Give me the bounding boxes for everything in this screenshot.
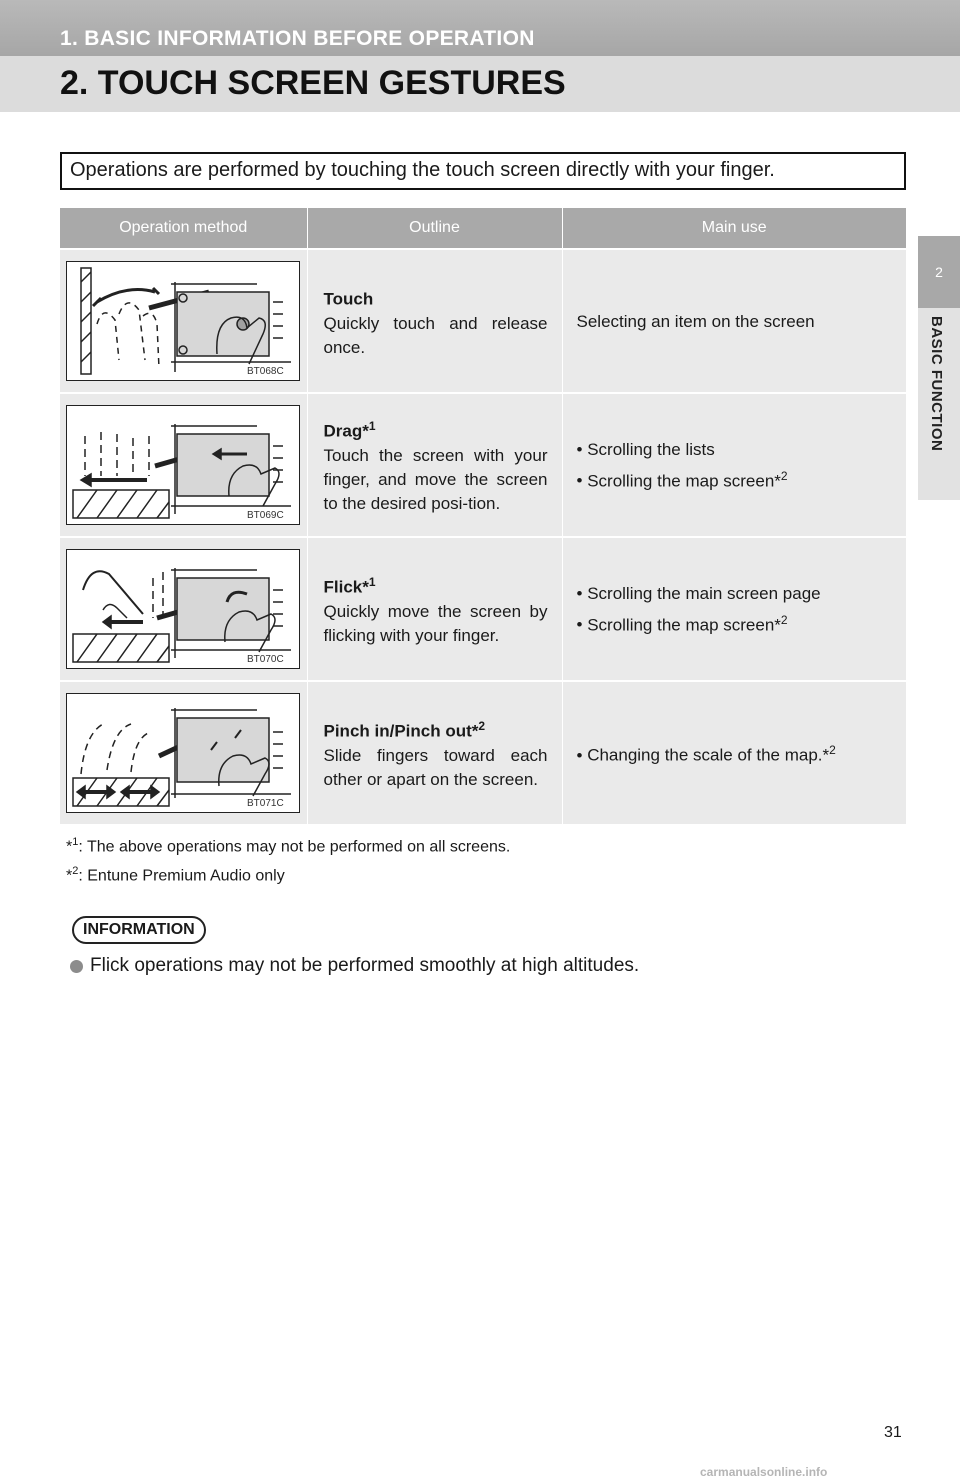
page-number: 31 <box>884 1424 902 1441</box>
intro-text: Operations are performed by touching the touch screen directly with your finger. <box>70 159 775 181</box>
main-use-cell <box>562 249 906 393</box>
main-use-item: • Scrolling the lists <box>577 436 893 463</box>
page-title: 2. TOUCH SCREEN GESTURES <box>60 64 566 102</box>
operation-image-cell <box>60 537 307 681</box>
outline-cell <box>307 393 562 537</box>
operation-description: Touch the screen with your finger, and move the screen to the desired posi-tion. <box>323 445 548 513</box>
operation-description: Slide fingers toward each other or apart on the screen. <box>323 745 548 789</box>
main-use-item: • Scrolling the main screen page <box>577 580 893 607</box>
operation-image-cell <box>60 393 307 537</box>
footnotes <box>66 830 510 889</box>
section-label: 1. BASIC INFORMATION BEFORE OPERATION <box>60 27 535 50</box>
bullet-dot-icon <box>70 960 83 973</box>
operation-description: Quickly touch and release once. <box>323 313 548 357</box>
main-use-item: Selecting an item on the screen <box>576 311 815 331</box>
image-code: BT070C <box>247 654 284 665</box>
operation-name: Pinch in/Pinch out*$^2$ <box>323 719 486 741</box>
watermark: carmanualsonline.info <box>700 1465 828 1479</box>
header-operation-method: Operation method <box>60 208 307 249</box>
operation-description: Quickly move the screen by flicking with your finger. <box>323 601 548 645</box>
operation-name: Drag*$^1$ <box>323 419 376 441</box>
information-text: Flick operations may not be performed smoothly at high altitudes. <box>90 955 640 976</box>
table-row-pinch <box>60 681 906 824</box>
image-code: BT068C <box>247 366 284 377</box>
chapter-side-tab <box>918 236 960 500</box>
operation-name: Flick*$^1$ <box>323 575 376 597</box>
chapter-number: 2 <box>918 236 960 308</box>
operation-image-cell <box>60 249 307 393</box>
operation-image-cell <box>60 681 307 824</box>
main-use-item: • Changing the scale of the map.*$^2$ <box>577 737 893 769</box>
chapter-label: BASIC FUNCTION <box>928 316 945 452</box>
main-use-item: • Scrolling the map screen*$^2$ <box>577 463 893 495</box>
information-badge: INFORMATION <box>72 916 206 944</box>
header-main-use: Main use <box>562 208 906 249</box>
outline-cell <box>307 537 562 681</box>
main-use-cell <box>562 393 906 537</box>
touch-gesture-illustration <box>66 261 300 381</box>
footnote-1: *$^1$: The above operations may not be performed on all screens. <box>66 836 511 856</box>
main-use-item: • Scrolling the map screen*$^2$ <box>577 607 893 639</box>
gestures-table <box>60 208 906 824</box>
information-item <box>70 955 639 977</box>
pinch-gesture-illustration <box>66 693 300 813</box>
table-row-touch <box>60 249 906 393</box>
operation-name: Touch <box>323 289 374 309</box>
intro-box <box>60 152 906 190</box>
table-header-row <box>60 208 906 249</box>
main-use-cell <box>562 681 906 824</box>
image-code: BT069C <box>247 510 284 521</box>
outline-cell <box>307 681 562 824</box>
table-row-flick <box>60 537 906 681</box>
header-outline: Outline <box>307 208 562 249</box>
footnote-2: *$^2$: Entune Premium Audio only <box>66 865 285 885</box>
flick-gesture-illustration <box>66 549 300 669</box>
image-code: BT071C <box>247 798 284 809</box>
table-row-drag <box>60 393 906 537</box>
outline-cell <box>307 249 562 393</box>
main-use-cell <box>562 537 906 681</box>
drag-gesture-illustration <box>66 405 300 525</box>
